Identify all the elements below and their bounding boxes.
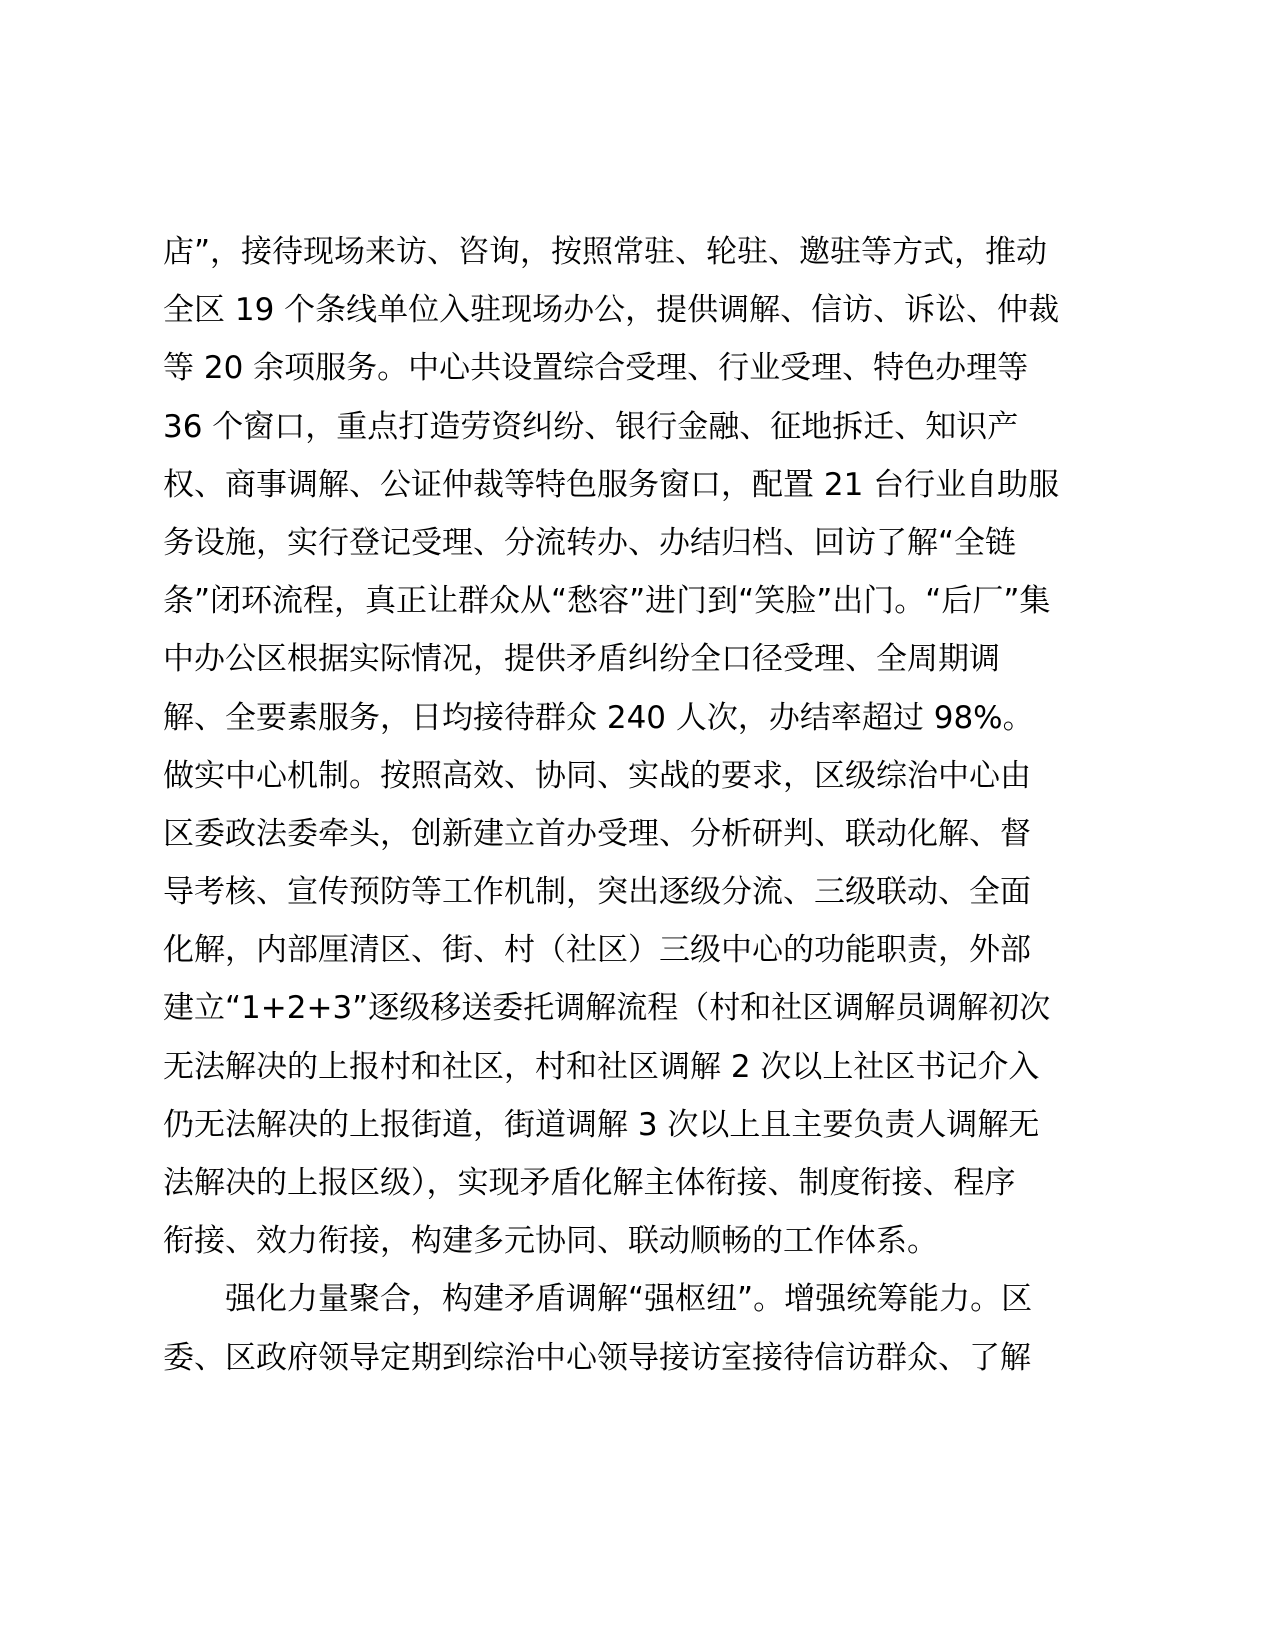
text-line: 解、全要素服务，日均接待群众 240 人次，办结率超过 98%。 xyxy=(163,699,1034,736)
text-line: 务设施，实行登记受理、分流转办、办结归档、回访了解“全链 xyxy=(163,524,1017,561)
text-line: 条”闭环流程，真正让群众从“愁容”进门到“笑脸”出门。“后厂”集 xyxy=(163,583,1051,620)
text-line: 做实中心机制。按照高效、协同、实战的要求，区级综治中心由 xyxy=(163,757,1031,794)
text-line: 权、商事调解、公证仲裁等特色服务窗口，配置 21 台行业自助服 xyxy=(163,466,1060,503)
text-line: 衔接、效力衔接，构建多元协同、联动顺畅的工作体系。 xyxy=(163,1223,938,1260)
text-line: 建立“1+2+3”逐级移送委托调解流程（村和社区调解员调解初次 xyxy=(163,990,1051,1027)
paragraph-start-line: 强化力量聚合，构建矛盾调解“强枢纽”。增强统筹能力。区 xyxy=(163,1281,1033,1318)
document-body xyxy=(163,223,1123,1387)
text-line: 区委政法委牵头，创新建立首办受理、分析研判、联动化解、督 xyxy=(163,815,1031,852)
text-line: 全区 19 个条线单位入驻现场办公，提供调解、信访、诉讼、仲裁 xyxy=(163,292,1060,329)
text-line: 中办公区根据实际情况，提供矛盾纠纷全口径受理、全周期调 xyxy=(163,641,1000,678)
text-line: 仍无法解决的上报街道，街道调解 3 次以上且主要负责人调解无 xyxy=(163,1106,1040,1143)
text-line: 无法解决的上报村和社区，村和社区调解 2 次以上社区书记介入 xyxy=(163,1048,1040,1085)
text-line: 法解决的上报区级），实现矛盾化解主体衔接、制度衔接、程序 xyxy=(163,1165,1016,1201)
text-line: 36 个窗口，重点打造劳资纠纷、银行金融、征地拆迁、知识产 xyxy=(163,408,1019,445)
text-line: 等 20 余项服务。中心共设置综合受理、行业受理、特色办理等 xyxy=(163,350,1029,387)
text-line: 化解，内部厘清区、街、村（社区）三级中心的功能职责，外部 xyxy=(163,932,1031,969)
text-line: 店”，接待现场来访、咨询，按照常驻、轮驻、邀驻等方式，推动 xyxy=(163,234,1048,270)
text-line: 委、区政府领导定期到综治中心领导接访室接待信访群众、了解 xyxy=(163,1339,1031,1376)
text-line: 导考核、宣传预防等工作机制，突出逐级分流、三级联动、全面 xyxy=(163,874,1031,911)
